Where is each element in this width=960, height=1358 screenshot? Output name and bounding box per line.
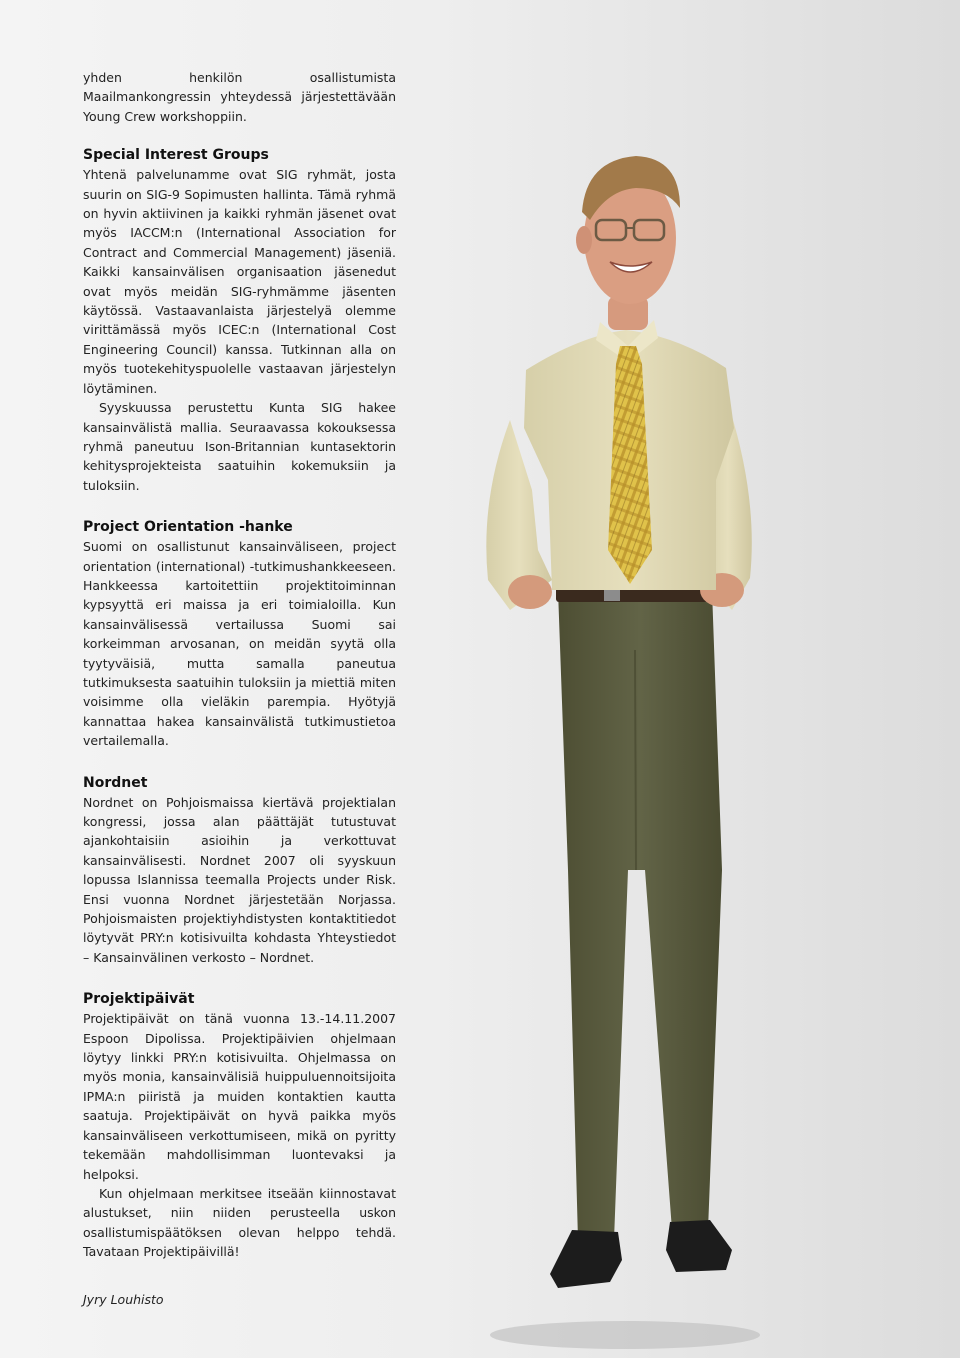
trousers bbox=[558, 590, 722, 1240]
projektipaivat-heading: Projektipäivät bbox=[83, 991, 195, 1008]
nordnet-heading: Nordnet bbox=[83, 774, 148, 791]
sig-paragraph-1: Yhtenä palvelunamme ovat SIG ryhmät, josta suurin on SIG-9 Sopimusten hallinta. Tämä ryhmä on hyvin aktiivinen ja kaikki ryhmän jäsenet ovat myös IACCM:n (International Association for Contract and Commercial Management) jäseniä. Kaikki kansainvälisen organisaation jäsenedut ovat myös meidän SIG-ryhmämme jäsenten käytössä. Vastaavanlaista järjestelyä olemme virittämässä myös ICEC:n (International Cost Engineering Council) kanssa. Tutkinnan alla on myös tuotekehityspuolelle vastaavan järjestelyn löytäminen. bbox=[83, 167, 396, 396]
floor-shadow bbox=[490, 1321, 760, 1349]
projektipaivat-section bbox=[83, 989, 396, 1261]
project-orientation-section bbox=[83, 517, 396, 750]
sig-section bbox=[83, 145, 396, 495]
project-orientation-heading: Project Orientation -hanke bbox=[83, 519, 293, 536]
trouser-crease bbox=[635, 650, 636, 870]
author-signature: Jyry Louhisto bbox=[83, 1291, 164, 1307]
intro-paragraph: yhden henkilön osallistumista Maailmankongressin yhteydessä järjestettävään Young Crew workshoppiin. bbox=[83, 70, 396, 124]
right-shoe bbox=[666, 1220, 732, 1272]
left-ear bbox=[576, 226, 592, 254]
left-hand bbox=[508, 575, 552, 609]
nordnet-section bbox=[83, 773, 396, 968]
sig-paragraph-2: Syyskuussa perustettu Kunta SIG hakee kansainvälistä mallia. Seuraavassa kokouksessa ryhmä paneutuu Ison-Britannian kuntasektorin kehitysprojekteista saatuihin kokemuksiin ja tuloksiin. bbox=[83, 400, 396, 493]
projektipaivat-paragraph-2: Kun ohjelmaan merkitsee itseään kiinnostavat alustukset, niin niiden perusteella uskon osallistumispäätöksen olevan helppo tehdä. Tavataan Projektipäivillä! bbox=[83, 1185, 396, 1260]
portrait-photo bbox=[440, 110, 760, 1350]
project-orientation-paragraph: Suomi on osallistunut kansainväliseen, project orientation (international) -tutkimushankkeeseen. Hankkeessa kartoitettiin projektitoiminnan kypsyyttä eri maissa ja eri toimialoilla. Kun kansainvälisessä vertailussa Suomi sai korkeimman arvosanan, on meidän syytä olla tyytyväisiä, mutta samalla paneutua tutkimuksesta saatuihin tuloksiin ja miettiä miten voisimme olla vieläkin parempia. Hyötyjä kannattaa hakea kansainvälistä tutkimustietoa vertailemalla. bbox=[83, 539, 396, 749]
intro-block bbox=[83, 68, 396, 126]
sig-heading: Special Interest Groups bbox=[83, 147, 269, 164]
nordnet-paragraph: Nordnet on Pohjoismaissa kiertävä projektialan kongressi, jossa alan päättäjät tutustuvat ajankohtaisiin asioihin ja verkottuvat kansainvälisesti. Nordnet 2007 oli syyskuun lopussa Islannissa teemalla Projects under Risk. Ensi vuonna Nordnet järjestetään Norjassa. Pohjoismaisten projektiyhdistysten kontaktitiedot löytyvät PRY:n kotisivuilta kohdasta Yhteystiedot – Kansainvälinen verkosto – Nordnet. bbox=[83, 794, 396, 965]
projektipaivat-paragraph-1: Projektipäivät on tänä vuonna 13.-14.11.2007 Espoon Dipolissa. Projektipäivien ohjelmaan löytyy linkki PRY:n kotisivuilta. Ohjelmassa on myös monia, kansainvälisiä huippuluennoitsijoita IPMA:n piiristä ja muiden kontaktien kautta saatuja. Projektipäivät on hyvä paikka myös kansainväliseen verkottumiseen, mikä on pyritty tekemään mahdollisimman luontevaksi ja helpoksi. bbox=[83, 1011, 396, 1182]
article-column bbox=[83, 68, 396, 1309]
left-shoe bbox=[550, 1230, 622, 1288]
